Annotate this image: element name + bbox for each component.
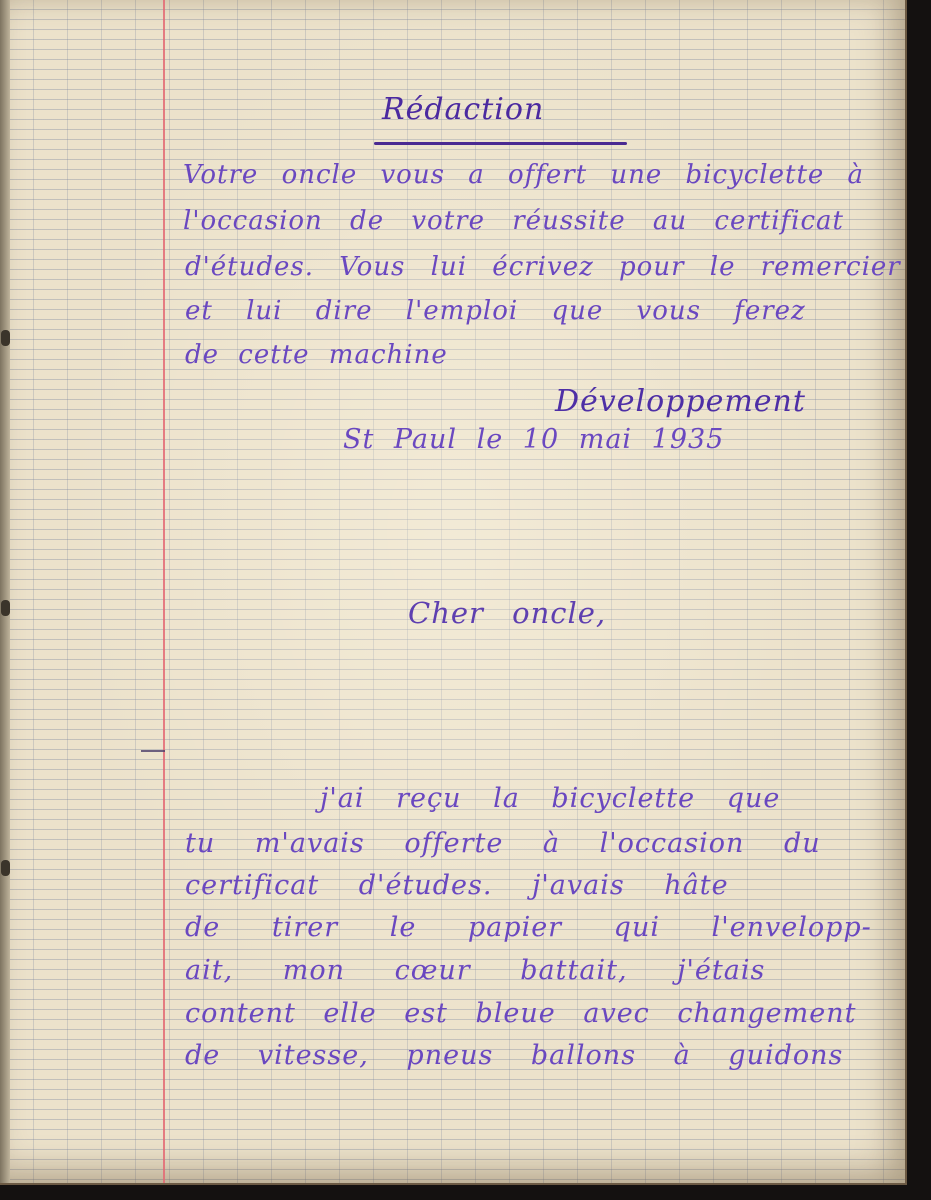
- binding-hole: [1, 860, 10, 876]
- subject-line: d'études. Vous lui écrivez pour le remercier: [185, 252, 901, 282]
- title-underline: [374, 142, 627, 145]
- letter-line: content elle est bleue avec changement: [185, 998, 857, 1029]
- subject-line: l'occasion de votre réussite au certificat: [183, 206, 844, 236]
- subject-line: Votre oncle vous a offert une bicyclette à: [183, 160, 865, 190]
- letter-line: certificat d'études. j'avais hâte: [185, 870, 729, 901]
- page-binding-edge: [0, 0, 10, 1183]
- letter-line: ait, mon cœur battait, j'étais: [185, 955, 766, 986]
- letter-line: j'ai reçu la bicyclette que: [320, 783, 781, 814]
- letter-line: tu m'avais offerte à l'occasion du: [185, 828, 821, 859]
- letter-line: de tirer le papier qui l'envelopp-: [185, 912, 872, 943]
- subject-line: et lui dire l'emploi que vous ferez: [185, 296, 806, 326]
- place-and-date: St Paul le 10 mai 1935: [343, 424, 725, 455]
- red-margin-line: [163, 0, 165, 1183]
- letter-greeting: Cher oncle,: [408, 596, 607, 630]
- binding-hole: [1, 330, 10, 346]
- section-heading: Développement: [555, 384, 806, 419]
- letter-line: de vitesse, pneus ballons à guidons: [185, 1040, 844, 1071]
- page-title: Rédaction: [382, 92, 545, 127]
- margin-tick-mark: [141, 750, 165, 752]
- subject-line: de cette machine: [185, 340, 448, 370]
- binding-hole: [1, 600, 10, 616]
